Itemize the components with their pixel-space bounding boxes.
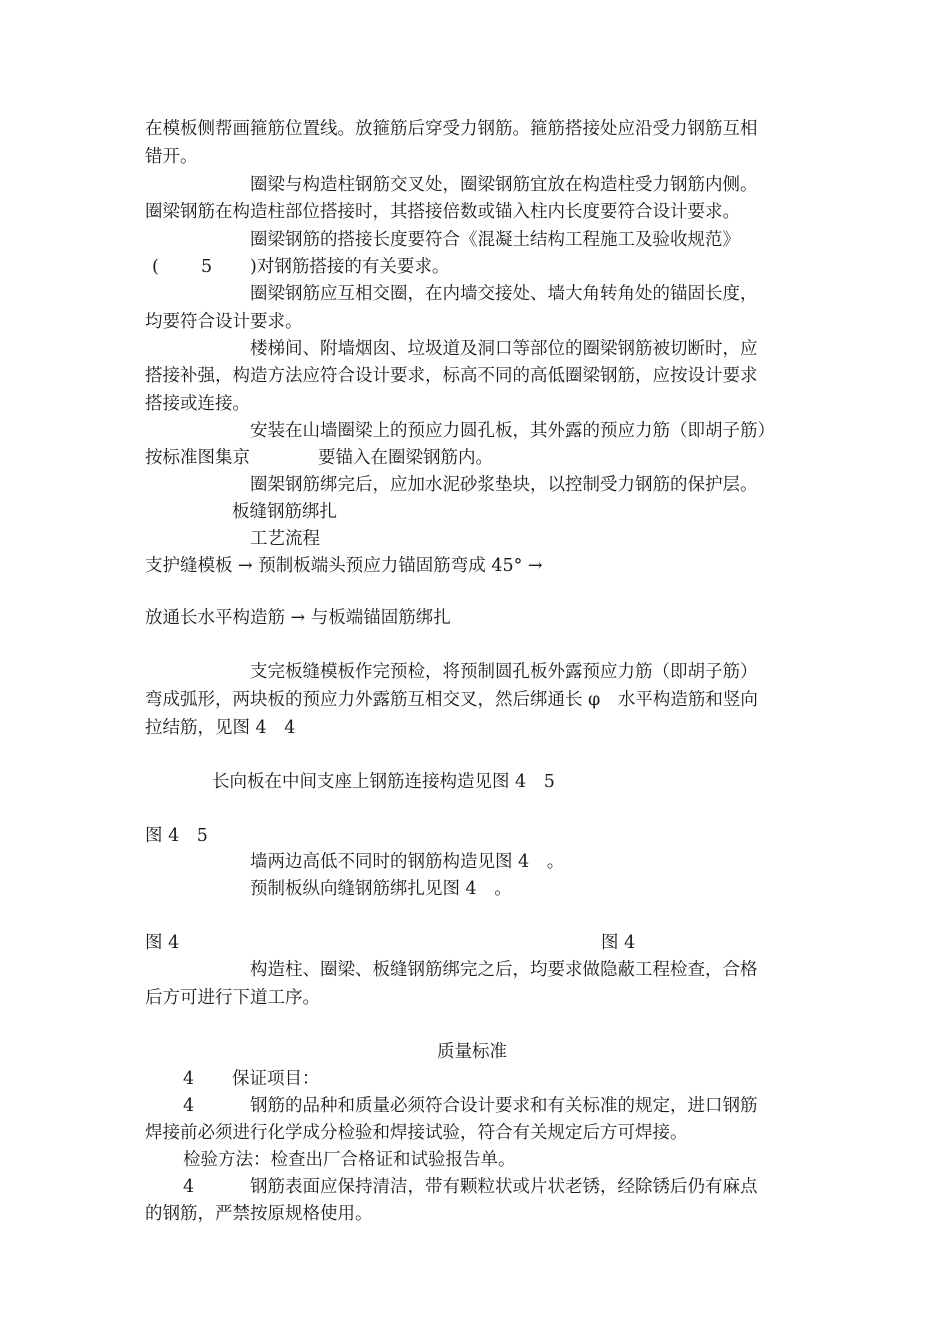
paragraph-line: 检验方法：检查出厂合格证和试验报告单。 — [183, 1150, 516, 1170]
section-heading: 板缝钢筋绑扎 — [232, 502, 337, 522]
paragraph-line: 圈梁钢筋应互相交圈，在内墙交接处、墙大角转角处的锚固长度， — [250, 284, 758, 304]
section-number: 4 — [183, 1177, 195, 1197]
figure-caption: 图 4 — [601, 933, 636, 953]
figure-caption: 图 4 — [145, 933, 180, 953]
paragraph-line: )对钢筋搭接的有关要求。 — [250, 257, 450, 277]
process-flow-line: 放通长水平构造筋 → 与板端锚固筋绑扎 — [145, 608, 451, 628]
process-flow-line: 支护缝模板 → 预制板端头预应力锚固筋弯成 45° → — [145, 556, 543, 576]
section-heading: 保证项目： — [232, 1069, 320, 1089]
paragraph-line: 楼梯间、附墙烟囱、垃圾道及洞口等部位的圈梁钢筋被切断时，应 — [250, 339, 758, 359]
section-number: 4 — [183, 1069, 195, 1089]
paragraph-line: 按标准图集京 — [145, 448, 250, 468]
paragraph-line: 弯成弧形，两块板的预应力外露筋互相交叉，然后绑通长 φ 水平构造筋和竖向 — [145, 690, 758, 710]
section-heading: 工艺流程 — [250, 529, 320, 549]
paragraph-line: 要锚入在圈梁钢筋内。 — [318, 448, 493, 468]
paragraph-line: 长向板在中间支座上钢筋连接构造见图 4 5 — [212, 772, 555, 792]
paragraph-line: 搭接补强，构造方法应符合设计要求，标高不同的高低圈梁钢筋，应按设计要求 — [145, 366, 758, 386]
paragraph-line: 均要符合设计要求。 — [145, 312, 303, 332]
paragraph-line: 预制板纵向缝钢筋绑扎见图 4 。 — [250, 879, 512, 899]
paragraph-line: 支完板缝模板作完预检，将预制圆孔板外露预应力筋（即胡子筋） — [250, 662, 758, 682]
paragraph-line: 钢筋表面应保持清洁，带有颗粒状或片状老锈，经除锈后仍有麻点 — [250, 1177, 758, 1197]
paragraph-line: 墙两边高低不同时的钢筋构造见图 4 。 — [250, 852, 565, 872]
paragraph-line: 圈梁钢筋的搭接长度要符合《混凝土结构工程施工及验收规范》 — [250, 230, 740, 250]
paragraph-line: 构造柱、圈梁、板缝钢筋绑完之后，均要求做隐蔽工程检查，合格 — [250, 960, 758, 980]
paragraph-line: ( — [152, 257, 159, 277]
paragraph-line: 安装在山墙圈梁上的预应力圆孔板，其外露的预应力筋（即胡子筋） — [250, 421, 775, 441]
paragraph-line: 钢筋的品种和质量必须符合设计要求和有关标准的规定，进口钢筋 — [250, 1096, 758, 1116]
paragraph-line: 搭接或连接。 — [145, 394, 250, 414]
paragraph-line: 后方可进行下道工序。 — [145, 988, 320, 1008]
paragraph-line: 错开。 — [145, 147, 198, 167]
section-number: 4 — [183, 1096, 195, 1116]
paragraph-line: 圈架钢筋绑完后，应加水泥砂浆垫块，以控制受力钢筋的保护层。 — [250, 475, 758, 495]
paragraph-line: 焊接前必须进行化学成分检验和焊接试验，符合有关规定后方可焊接。 — [145, 1123, 688, 1143]
section-heading: 质量标准 — [437, 1042, 507, 1062]
paragraph-line: 拉结筋，见图 4 4 — [145, 718, 296, 738]
paragraph-line: 圈梁钢筋在构造柱部位搭接时，其搭接倍数或锚入柱内长度要符合设计要求。 — [145, 202, 740, 222]
paragraph-line: 5 — [201, 257, 213, 277]
figure-caption: 图 4 5 — [145, 826, 208, 846]
paragraph-line: 在模板侧帮画箍筋位置线。放箍筋后穿受力钢筋。箍筋搭接处应沿受力钢筋互相 — [145, 119, 758, 139]
paragraph-line: 的钢筋，严禁按原规格使用。 — [145, 1204, 373, 1224]
paragraph-line: 圈梁与构造柱钢筋交叉处，圈梁钢筋宜放在构造柱受力钢筋内侧。 — [250, 175, 758, 195]
